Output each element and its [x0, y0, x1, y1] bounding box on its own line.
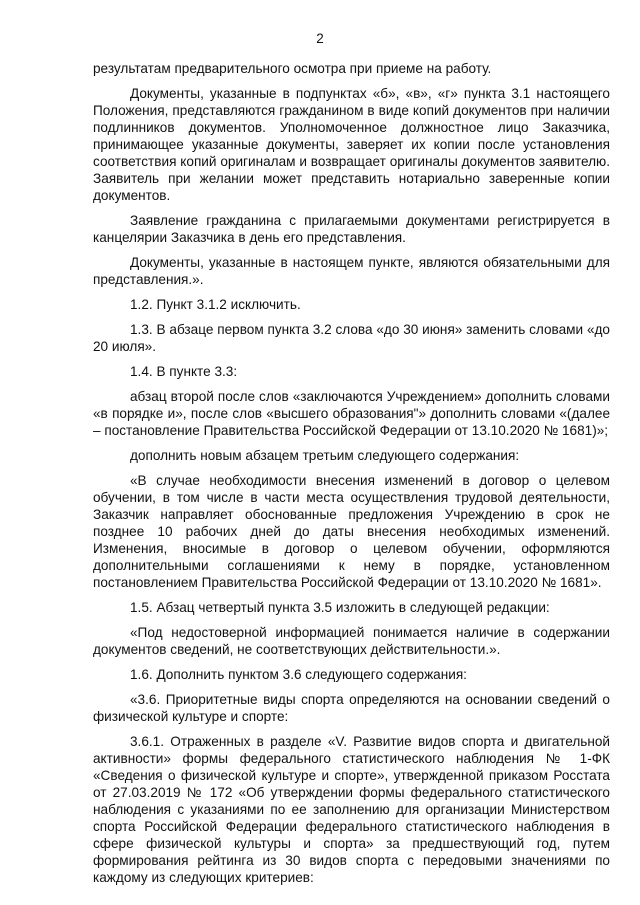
paragraph-add-third-abzac: дополнить новым абзацем третьим следующего содержания: [130, 448, 520, 463]
paragraph-continuation: результатам предварительного осмотра при приеме на работу. [93, 61, 492, 76]
paragraph-false-information: «Под недостоверной информацией понимается наличие в содержании документов сведений, не соответствующих действительности.». [93, 625, 610, 657]
paragraph-item-3-6-1: 3.6.1. Отраженных в разделе «V. Развитие видов спорта и двигательной активности» формы федерального статистического наблюдения № 1-ФК «Сведения о физической культуре и спорте», утвержденной приказом Росстата от 27.03.2019 № 172 «Об утверждении формы федерального статистического наблюдения с указаниями по ее заполнению для организации Министерством спорта Российской Федерации федерального статистического наблюдения в сфере физической культуры и спорта» за предшествующий год, путем формирования рейтинга из 30 видов спорта с передовыми значениями по каждому из следующих критериев: [93, 734, 610, 885]
paragraph-item-3-6: «3.6. Приоритетные виды спорта определяются на основании сведений о физической культуре и спорте: [93, 692, 610, 724]
paragraph-item-1-4: 1.4. В пункте 3.3: [130, 364, 238, 379]
paragraph-second-abzac: абзац второй после слов «заключаются Учреждением» дополнить словами «в порядке и», после слов «высшего образования"» дополнить словами «(далее – постановление Правительства Российской Федерации от 13.10.2020 № 1681)»; [93, 389, 610, 438]
paragraph-documents-copies: Документы, указанные в подпунктах «б», «в», «г» пункта 3.1 настоящего Положения, представляются гражданином в виде копий документов при наличии подлинников документов. Уполномоченное должностное лицо Заказчика, принимающее указанные документы, заверяет их копии после установления соответствия копий оригиналам и возвращает оригиналы документов заявителю. Заявитель при желании может представить нотариально заверенные копии документов. [93, 86, 610, 203]
paragraph-application-registration: Заявление гражданина с прилагаемыми документами регистрируется в канцелярии Заказчика в день его представления. [93, 213, 610, 245]
document-body [93, 60, 610, 894]
paragraph-item-1-2: 1.2. Пункт 3.1.2 исключить. [130, 297, 301, 312]
paragraph-mandatory-documents: Документы, указанные в настоящем пункте, являются обязательными для представления.». [93, 255, 610, 287]
paragraph-contract-changes: «В случае необходимости внесения изменений в договор о целевом обучении, в том числе в части места осуществления трудовой деятельности, Заказчик направляет обоснованные предложения Учреждению в срок не позднее 10 рабочих дней до даты внесения необходимых изменений. Изменения, вносимые в договор о целевом обучении, оформляются дополнительными соглашениями к нему в порядке, установленном постановлением Правительства Российской Федерации от 13.10.2020 № 1681». [93, 473, 610, 590]
paragraph-item-1-6: 1.6. Дополнить пунктом 3.6 следующего содержания: [130, 667, 467, 682]
paragraph-item-1-3: 1.3. В абзаце первом пункта 3.2 слова «до 30 июня» заменить словами «до 20 июля». [93, 322, 610, 354]
page-number: 2 [316, 31, 324, 46]
paragraph-item-1-5: 1.5. Абзац четвертый пункта 3.5 изложить в следующей редакции: [130, 600, 550, 615]
